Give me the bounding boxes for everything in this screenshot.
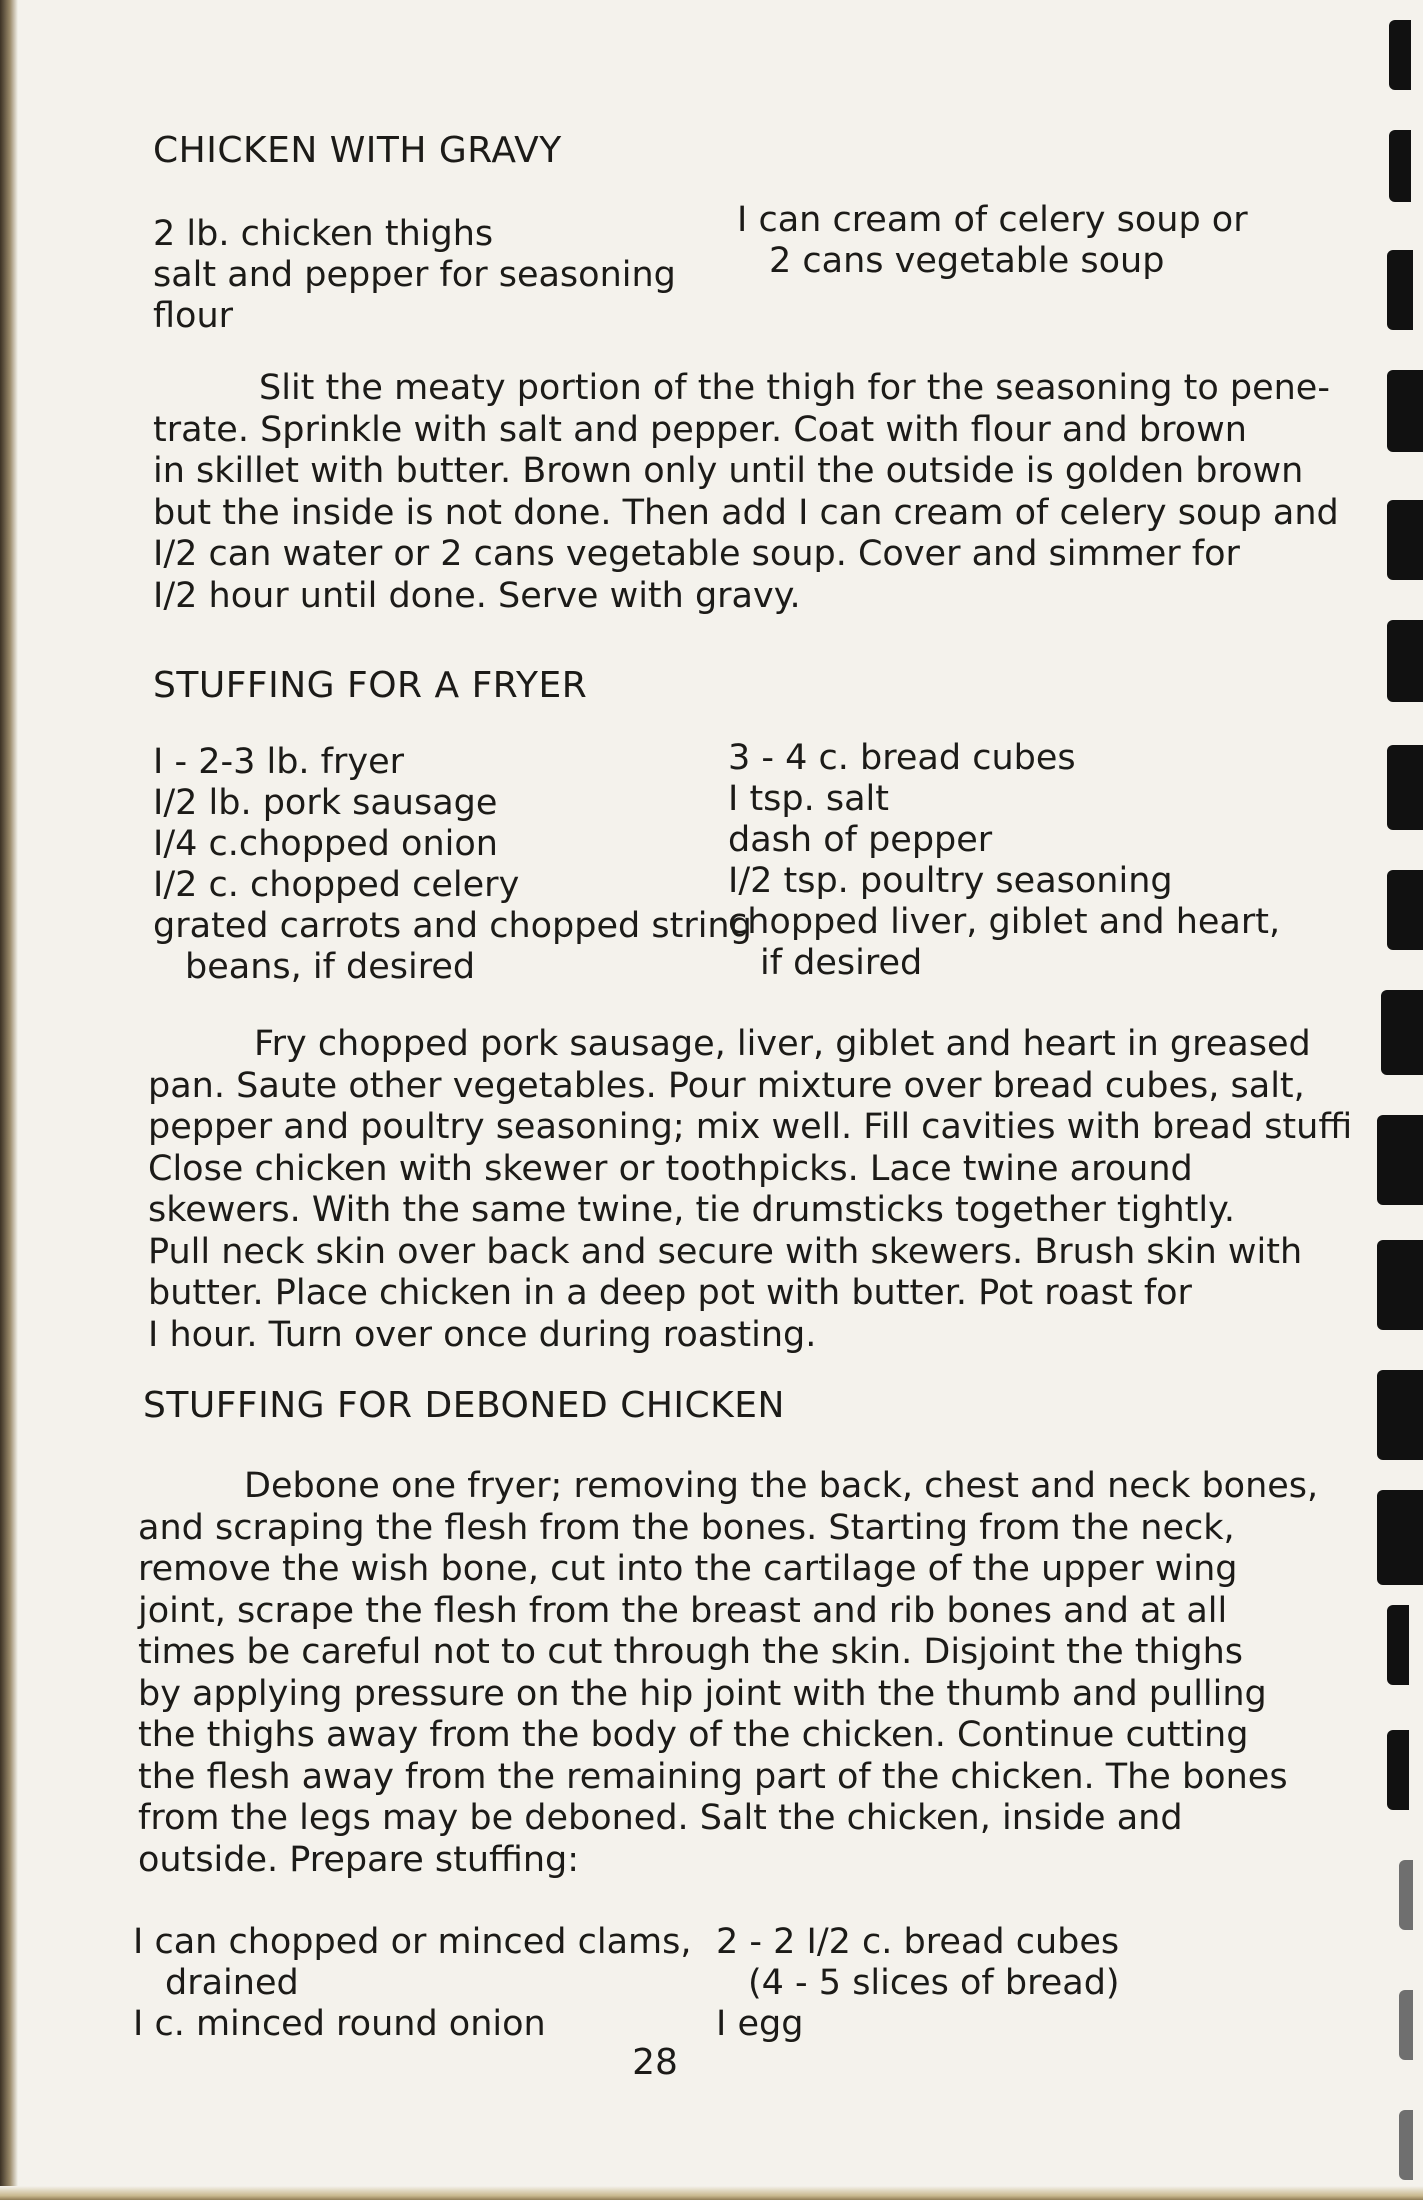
recipe-title: CHICKEN WITH GRAVY: [153, 130, 562, 171]
ingredient: (4 - 5 slices of bread): [748, 1963, 1120, 2003]
ingredient: flour: [153, 296, 234, 336]
direction-line: remove the wish bone, cut into the cartilage of the upper wing: [138, 1549, 1238, 1589]
ingredient: dash of pepper: [728, 820, 993, 860]
ingredient: 2 - 2 I/2 c. bread cubes: [716, 1922, 1120, 1962]
direction-line: times be careful not to cut through the skin. Disjoint the thighs: [138, 1632, 1243, 1672]
direction-line: pan. Saute other vegetables. Pour mixture over bread cubes, salt,: [148, 1065, 1305, 1106]
direction-line: Debone one fryer; removing the back, chest and neck bones,: [244, 1466, 1319, 1506]
page-number: 28: [632, 2042, 678, 2083]
ingredient: 2 cans vegetable soup: [769, 241, 1165, 281]
direction-line: outside. Prepare stuffing:: [138, 1839, 580, 1880]
direction-line: Pull neck skin over back and secure with skewers. Brush skin with: [148, 1231, 1303, 1272]
direction-line: I hour. Turn over once during roasting.: [148, 1314, 817, 1355]
direction-line: Close chicken with skewer or toothpicks. Lace twine around: [148, 1148, 1193, 1189]
ingredients-left: [153, 214, 676, 337]
ingredient: I egg: [716, 2004, 804, 2044]
direction-line: joint, scrape the flesh from the breast and rib bones and at all: [138, 1590, 1228, 1631]
direction-line: pepper and poultry seasoning; mix well. Fill cavities with bread stuffi: [148, 1107, 1353, 1147]
direction-line: I/2 can water or 2 cans vegetable soup. Cover and simmer for: [153, 534, 1240, 574]
recipe-title: STUFFING FOR A FRYER: [153, 665, 588, 706]
ingredient: drained: [165, 1963, 299, 2003]
ingredients-left: [133, 1922, 692, 2045]
ingredient: I/2 c. chopped celery: [153, 865, 520, 905]
recipe-directions: [148, 1024, 1378, 1356]
ingredient: I/2 lb. pork sausage: [153, 783, 498, 823]
ingredient: I - 2-3 lb. fryer: [153, 742, 405, 782]
ingredient: chopped liver, giblet and heart,: [728, 902, 1281, 942]
direction-line: in skillet with butter. Brown only until the outside is golden brown: [153, 451, 1304, 491]
ingredient: I/2 tsp. poultry seasoning: [728, 861, 1173, 901]
ingredient: beans, if desired: [185, 947, 476, 987]
direction-line: the flesh away from the remaining part of the chicken. The bones: [138, 1756, 1288, 1797]
direction-line: but the inside is not done. Then add I can cream of celery soup and: [153, 492, 1339, 533]
ingredients-left: [153, 742, 752, 988]
direction-line: from the legs may be deboned. Salt the chicken, inside and: [138, 1798, 1183, 1838]
recipe-title: STUFFING FOR DEBONED CHICKEN: [143, 1385, 785, 1426]
recipe-directions: [138, 1466, 1368, 1881]
ingredients-right: [728, 738, 1280, 984]
direction-line: by applying pressure on the hip joint with the thumb and pulling: [138, 1673, 1267, 1714]
ingredient: 3 - 4 c. bread cubes: [728, 738, 1076, 778]
ingredient: I/4 c.chopped onion: [153, 824, 498, 864]
ingredient: I c. minced round onion: [133, 2004, 546, 2044]
direction-line: I/2 hour until done. Serve with gravy.: [153, 575, 801, 616]
ingredient: I can chopped or minced clams,: [133, 1922, 692, 1962]
direction-line: Slit the meaty portion of the thigh for the seasoning to pene-: [259, 368, 1330, 408]
ingredients-right: [737, 200, 1248, 282]
recipe-directions: [153, 368, 1383, 617]
direction-line: trate. Sprinkle with salt and pepper. Coat with flour and brown: [153, 409, 1247, 450]
direction-line: Fry chopped pork sausage, liver, giblet and heart in greased: [254, 1024, 1311, 1064]
direction-line: butter. Place chicken in a deep pot with butter. Pot roast for: [148, 1273, 1192, 1313]
direction-line: skewers. With the same twine, tie drumsticks together tightly.: [148, 1190, 1235, 1230]
ingredient: 2 lb. chicken thighs: [153, 214, 494, 254]
direction-line: the thighs away from the body of the chicken. Continue cutting: [138, 1715, 1249, 1755]
ingredient: if desired: [760, 943, 923, 983]
ingredient: I tsp. salt: [728, 779, 890, 819]
ingredient: grated carrots and chopped string: [153, 906, 752, 946]
ingredients-right: [716, 1922, 1120, 2045]
ingredient: salt and pepper for seasoning: [153, 255, 676, 295]
ingredient: I can cream of celery soup or: [737, 200, 1248, 240]
direction-line: and scraping the flesh from the bones. Starting from the neck,: [138, 1507, 1235, 1548]
